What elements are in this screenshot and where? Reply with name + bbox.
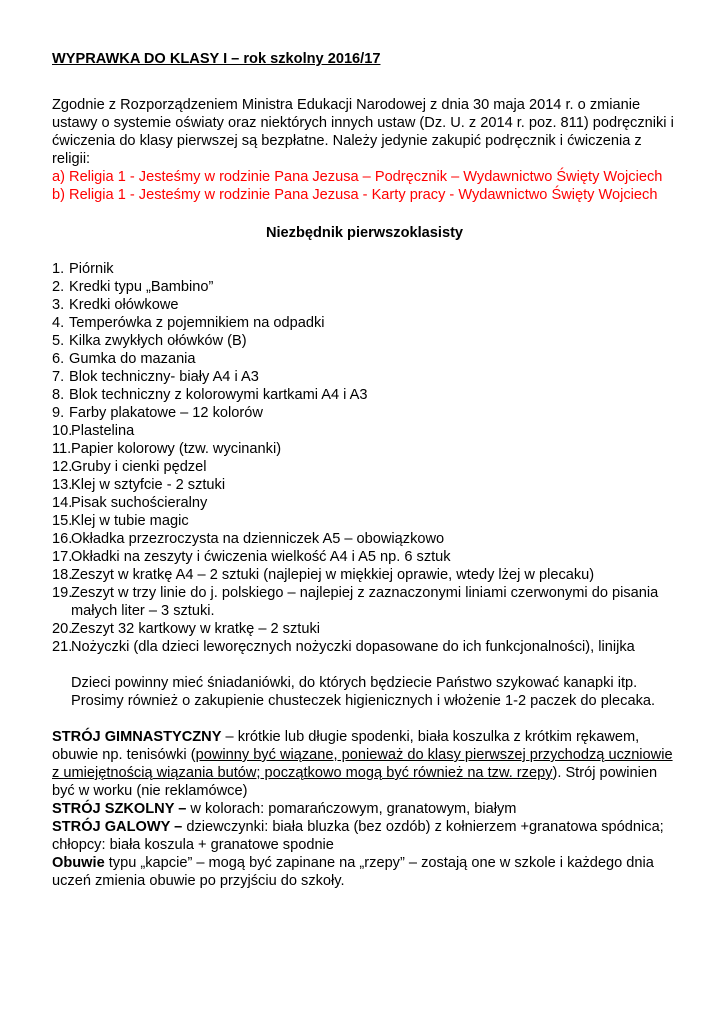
list-item [52, 404, 677, 422]
list-item [52, 494, 677, 512]
document-title: WYPRAWKA DO KLASY I – rok szkolny 2016/17 [52, 51, 381, 67]
list-item-text: Zeszyt w kratkę A4 – 2 sztuki (najlepiej w miękkiej oprawie, wtedy lżej w plecaku) [71, 567, 595, 583]
list-item-text: Zeszyt 32 kartkowy w kratkę – 2 sztuki [71, 621, 320, 637]
gala-outfit [52, 818, 677, 854]
list-item [52, 458, 677, 476]
shoes-info [52, 854, 677, 890]
list-item-text: Papier kolorowy (tzw. wycinanki) [71, 441, 282, 457]
list-item-text: Okładka przezroczysta na dzienniczek A5 – obowiązkowo [71, 531, 445, 547]
section-heading: Niezbędnik pierwszoklasisty [265, 225, 464, 241]
list-item-number: 4. [52, 315, 65, 331]
list-item-text: Kredki ołówkowe [69, 297, 179, 313]
list-item [52, 314, 677, 332]
list-item-text: Blok techniczny z kolorowymi kartkami A4 i A3 [69, 387, 368, 403]
list-item-text: Farby plakatowe – 12 kolorów [69, 405, 263, 421]
list-item-number: 17. [52, 549, 73, 565]
list-item-number: 3. [52, 297, 65, 313]
list-item-number: 2. [52, 279, 65, 295]
list-item-text: Klej w tubie magic [71, 513, 189, 529]
list-item-number: 16. [52, 531, 73, 547]
gym-outfit [52, 728, 677, 800]
school-outfit-label: STRÓJ SZKOLNY – [52, 801, 187, 817]
dress-code-section [52, 728, 677, 890]
intro-section [52, 96, 677, 204]
list-item-text: Gruby i cienki pędzel [71, 459, 207, 475]
list-item [52, 296, 677, 314]
list-item-text: Temperówka z pojemnikiem na odpadki [69, 315, 325, 331]
list-item-number: 20. [52, 621, 73, 637]
list-item [52, 278, 677, 296]
list-item [52, 260, 677, 278]
list-item-text: Nożyczki (dla dzieci leworęcznych nożyczki dopasowane do ich funkcjonalności), linijka [71, 639, 635, 655]
list-item-number: 6. [52, 351, 65, 367]
list-item-number: 21. [52, 639, 73, 655]
lunchbox-note: Dzieci powinny mieć śniadaniówki, do których będziecie Państwo szykować kanapki itp. Prosimy również o zakupienie chusteczek higienicznych i włożenie 1-2 paczek do plecaka. [71, 675, 656, 709]
list-item-number: 18. [52, 567, 73, 583]
gym-outfit-text: – krótkie lub długie spodenki, biała koszulka z krótkim rękawem, obuwie np. tenisówki ( [52, 729, 640, 763]
list-item-text: Okładki na zeszyty i ćwiczenia wielkość A4 i A5 np. 6 sztuk [71, 549, 451, 565]
list-item [52, 512, 677, 530]
list-item [52, 476, 677, 494]
list-item-number: 13. [52, 477, 73, 493]
gym-outfit-text-end: ). Strój powinien być w worku (nie reklamówce) [52, 765, 658, 799]
list-item [52, 548, 677, 566]
list-item-text: Pisak suchościeralny [71, 495, 208, 511]
list-item-text: Piórnik [69, 261, 114, 277]
list-item [52, 332, 677, 350]
list-item-number: 8. [52, 387, 65, 403]
religion-item-a: a) Religia 1 - Jesteśmy w rodzinie Pana Jezusa – Podręcznik – Wydawnictwo Święty Wojciech [52, 169, 663, 185]
list-item [52, 368, 677, 386]
list-item-text: Plastelina [71, 423, 135, 439]
list-item-number: 19. [52, 585, 73, 601]
shoes-text: typu „kapcie” – mogą być zapinane na „rzepy” – zostają one w szkole i każdego dnia uczeń zmienia obuwie po przyjściu do szkoły. [52, 855, 654, 889]
school-outfit-text: w kolorach: pomarańczowym, granatowym, białym [186, 801, 517, 817]
list-item [52, 440, 677, 458]
list-item [52, 620, 677, 638]
list-item [52, 584, 677, 620]
list-item [52, 422, 677, 440]
list-item-number: 14. [52, 495, 73, 511]
school-outfit [52, 800, 677, 818]
gala-outfit-text: dziewczynki: biała bluzka (bez ozdób) z kołnierzem +granatowa spódnica; chłopcy: biała koszula + granatowe spodnie [52, 819, 664, 853]
list-item-number: 11. [52, 441, 72, 457]
supplies-list [52, 260, 677, 656]
list-item-number: 10. [52, 423, 73, 439]
religion-item-b: b) Religia 1 - Jesteśmy w rodzinie Pana Jezusa - Karty pracy - Wydawnictwo Święty Wojciech [52, 187, 658, 203]
document-page [52, 50, 677, 890]
list-item [52, 386, 677, 404]
list-item-text: Gumka do mazania [69, 351, 196, 367]
list-item-text: Klej w sztyfcie - 2 sztuki [71, 477, 226, 493]
list-item-number: 7. [52, 369, 65, 385]
list-item-number: 5. [52, 333, 65, 349]
shoes-label: Obuwie [52, 855, 105, 871]
list-item [52, 638, 677, 656]
list-item-number: 15. [52, 513, 73, 529]
gym-outfit-underlined: powinny być wiązane, ponieważ do klasy pierwszej przychodzą uczniowie z umiejętnością wiązania butów; początkowo mogą być również na tzw. rzepy [52, 747, 673, 781]
list-item [52, 530, 677, 548]
list-item-number: 12. [52, 459, 73, 475]
list-item-number: 9. [52, 405, 65, 421]
list-item [52, 566, 677, 584]
list-item-text: Zeszyt w trzy linie do j. polskiego – najlepiej z zaznaczonymi liniami czerwonymi do pisania małych liter – 3 sztuki. [71, 585, 659, 619]
list-item-text: Kredki typu „Bambino” [69, 279, 214, 295]
list-item-number: 1. [52, 261, 65, 277]
list-item-text: Blok techniczny- biały A4 i A3 [69, 369, 259, 385]
intro-paragraph: Zgodnie z Rozporządzeniem Ministra Edukacji Narodowej z dnia 30 maja 2014 r. o zmianie ustawy o systemie oświaty oraz niektórych innych ustaw (Dz. U. z 2014 r. poz. 811) podręczniki i ćwiczenia do klasy pierwszej są bezpłatne. Należy jedynie zakupić podręcznik i ćwiczenia z religii: [52, 97, 674, 167]
list-item [52, 350, 677, 368]
gym-outfit-label: STRÓJ GIMNASTYCZNY [52, 729, 222, 745]
gala-outfit-label: STRÓJ GALOWY – [52, 819, 183, 835]
list-item-text: Kilka zwykłych ołówków (B) [69, 333, 247, 349]
